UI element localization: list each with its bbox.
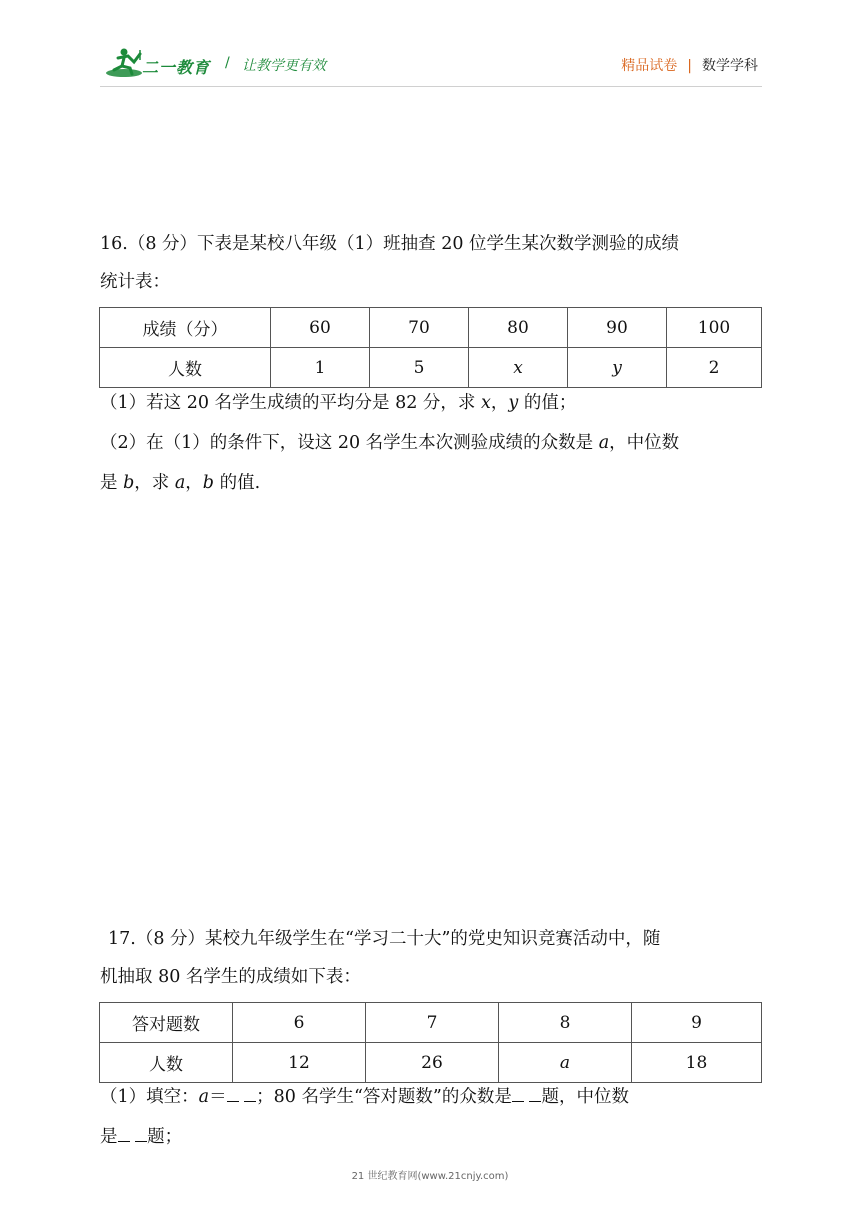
slogan: 让教学更有效: [242, 58, 326, 74]
q17-line2: 机抽取 80 名学生的成绩如下表：: [100, 967, 361, 987]
slogan-divider: /: [225, 55, 230, 71]
var-x: x: [480, 393, 491, 413]
text-span: （1）若这 20 名学生成绩的平均分是 82 分，求: [100, 393, 481, 413]
q17-part1-cont: [100, 1118, 762, 1156]
text-span: （1）填空：: [100, 1087, 199, 1107]
q16-stem: [100, 225, 762, 301]
table-cell: 26: [366, 1043, 499, 1083]
answer-blank[interactable]: [227, 1087, 239, 1102]
table-cell: 80: [469, 308, 568, 348]
answer-blank[interactable]: [512, 1087, 524, 1102]
table-cell: 90: [568, 308, 667, 348]
table-cell: 人数: [100, 348, 271, 388]
text-span: 的值.: [214, 473, 261, 493]
text-span: 是: [100, 1127, 118, 1147]
q16-table: [99, 307, 762, 388]
table-cell: 成绩（分）: [100, 308, 271, 348]
q17-part1: [100, 1078, 762, 1116]
table-cell: 8: [499, 1003, 632, 1043]
header-divider: [100, 86, 762, 87]
text-span: 是: [100, 473, 124, 493]
text-span: 题；: [147, 1127, 183, 1147]
table-cell: 5: [370, 348, 469, 388]
text-span: ＝: [209, 1087, 227, 1107]
answer-blank[interactable]: [529, 1087, 541, 1102]
q16-part2-cont: [100, 464, 762, 502]
table-cell: a: [499, 1043, 632, 1083]
text-span: ；80 名学生“答对题数”的众数是: [256, 1087, 512, 1107]
page-footer: 21 世纪教育网(www.21cnjy.com): [351, 1171, 509, 1182]
table-row: [100, 308, 762, 348]
text-span: 的值；: [518, 393, 577, 413]
page-header: [0, 0, 860, 100]
table-cell: x: [469, 348, 568, 388]
text-span: ，: [490, 393, 509, 413]
text-span: ，中位数: [609, 433, 680, 453]
table-cell: 1: [271, 348, 370, 388]
table-cell: y: [568, 348, 667, 388]
table-cell: 7: [366, 1003, 499, 1043]
text-span: ，求: [134, 473, 175, 493]
answer-blank[interactable]: [118, 1127, 130, 1142]
header-separator: |: [687, 58, 692, 74]
table-cell: 100: [667, 308, 762, 348]
table-cell: 2: [667, 348, 762, 388]
table-cell: 人数: [100, 1043, 233, 1083]
q16-line1: 16.（8 分）下表是某校八年级（1）班抽查 20 位学生某次数学测验的成绩: [100, 234, 680, 254]
text-span: ，: [185, 473, 203, 493]
var-y: y: [508, 393, 519, 413]
table-cell: 答对题数: [100, 1003, 233, 1043]
q17-line1: 17.（8 分）某校九年级学生在“学习二十大”的党史知识竞赛活动中，随: [108, 929, 661, 949]
var-b: b: [123, 473, 135, 493]
q17-stem: [108, 920, 762, 958]
logo-text: 二一教育: [142, 58, 211, 77]
exam-label: 精品试卷: [621, 58, 678, 74]
table-row: [100, 1043, 762, 1083]
q17-table: [99, 1002, 762, 1083]
text-span: （2）在（1）的条件下，设这 20 名学生本次测验成绩的众数是: [100, 433, 599, 453]
q16-part1: [100, 384, 762, 422]
table-cell: 12: [233, 1043, 366, 1083]
header-right: [621, 55, 758, 75]
q16-line2: 统计表：: [100, 272, 170, 292]
var-b: b: [202, 473, 214, 493]
text-span: 题，中位数: [541, 1087, 629, 1107]
q16-parts: [100, 384, 762, 502]
table-cell: 70: [370, 308, 469, 348]
var-a: a: [174, 473, 186, 493]
q16-part2: [100, 424, 762, 462]
q17-stem-cont: [100, 958, 762, 996]
answer-blank[interactable]: [244, 1087, 256, 1102]
table-row: [100, 1003, 762, 1043]
var-a: a: [198, 1087, 210, 1107]
table-row: [100, 348, 762, 388]
table-cell: 6: [233, 1003, 366, 1043]
answer-blank[interactable]: [135, 1127, 147, 1142]
table-cell: 9: [632, 1003, 762, 1043]
q17-parts: [100, 1078, 762, 1156]
var-a: a: [598, 433, 610, 453]
table-cell: 60: [271, 308, 370, 348]
table-cell: 18: [632, 1043, 762, 1083]
subject-label: 数学学科: [702, 58, 758, 74]
